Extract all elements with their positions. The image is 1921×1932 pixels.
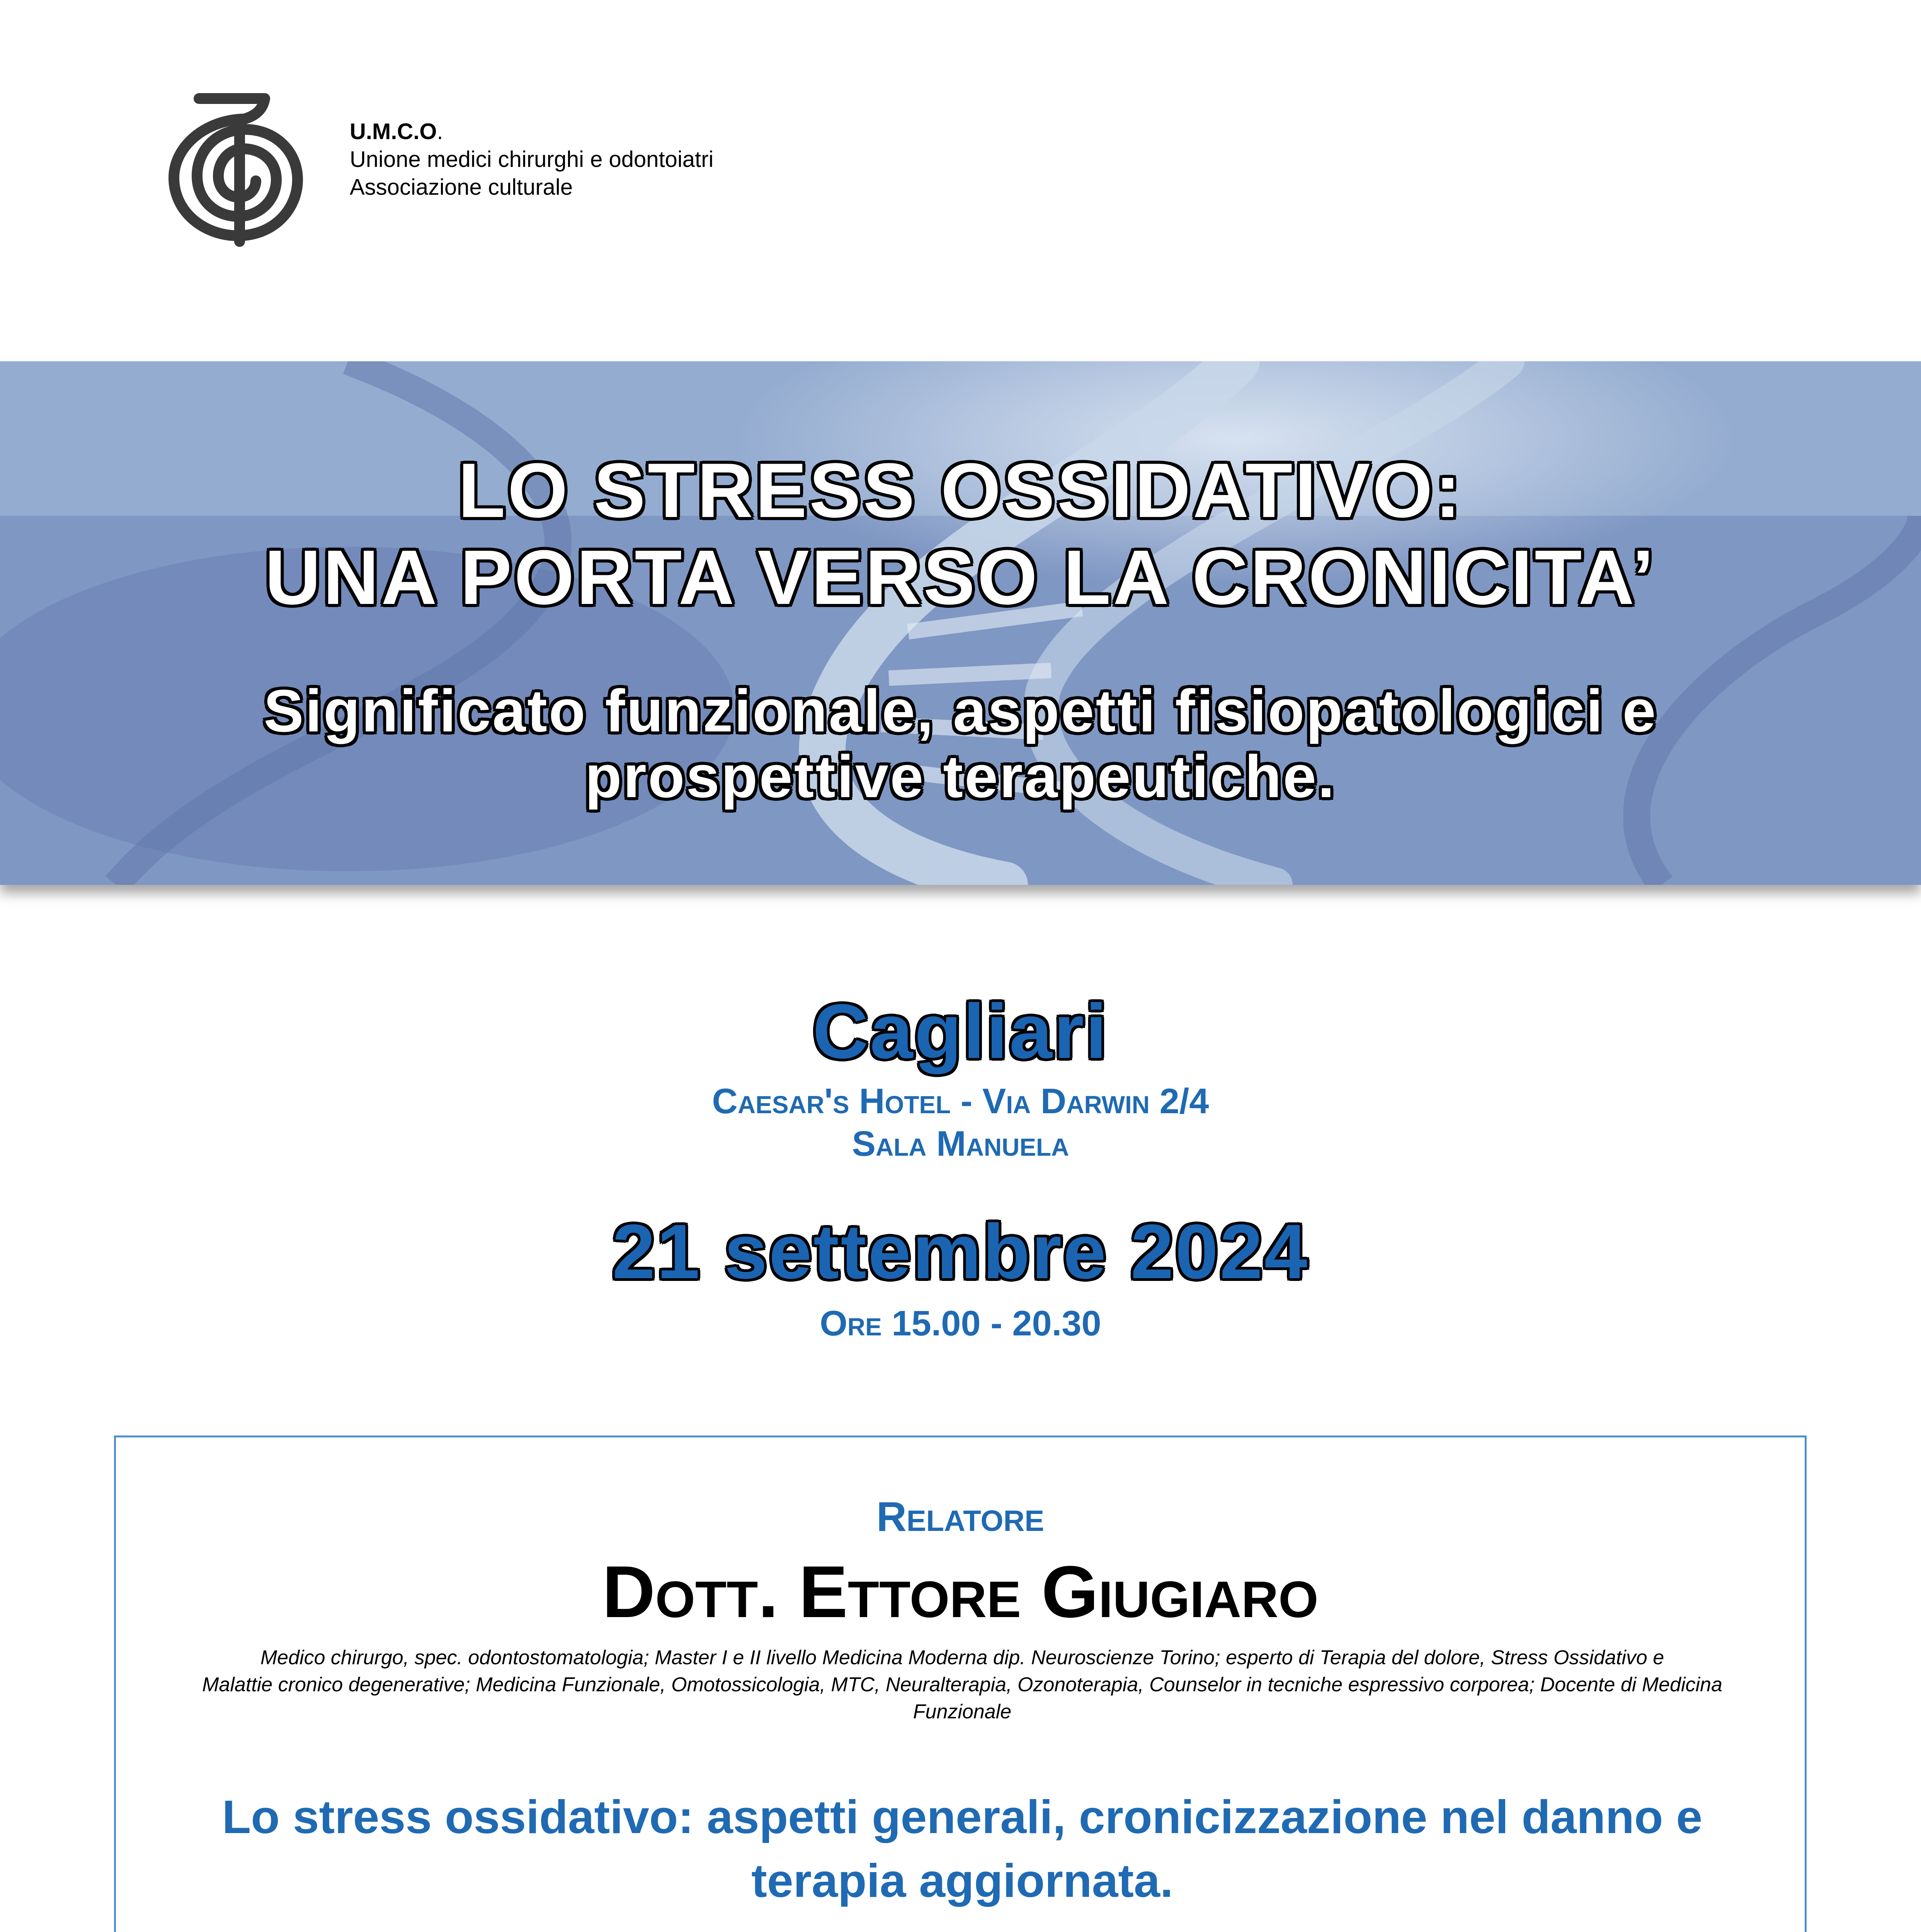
talk-title	[162, 1785, 1762, 1913]
org-full-name: Unione medici chirurghi e odontoiatri	[350, 147, 714, 172]
spiral-logo-icon	[162, 89, 309, 247]
talk-title-line2: terapia aggiornata.	[751, 1854, 1173, 1907]
event-time: Ore 15.00 - 20.30	[820, 1304, 1101, 1343]
main-title-line1: LO STRESS OSSIDATIVO:	[458, 447, 1463, 534]
organization-info	[350, 118, 713, 201]
org-name: U.M.C.O	[350, 119, 437, 144]
speaker-bio-line2: Malattie cronico degenerative; Medicina Funzionale, Omotossicologia, MTC, Neuralterapia, Ozonoterapia, Counselor in tecniche espressivo corporea; Docente di Medicina	[202, 1673, 1722, 1696]
event-venue: Caesar's Hotel - Via Darwin 2/4	[712, 1082, 1209, 1121]
speaker-bio-line1: Medico chirurgo, spec. odontostomatologia; Master I e II livello Medicina Moderna dip. Neuroscienze Torino; esperto di Terapia del dolore, Stress Ossidativo e	[260, 1646, 1664, 1669]
speaker-bio-line3: Funzionale	[913, 1701, 1012, 1723]
org-name-line	[350, 118, 713, 146]
talk-title-line1: Lo stress ossidativo: aspetti generali, cronicizzazione nel danno e	[222, 1791, 1703, 1843]
speaker-name: Dott. Ettore Giugiaro	[602, 1551, 1319, 1633]
event-date: 21 settembre 2024	[612, 1209, 1309, 1295]
main-title-line2: UNA PORTA VERSO LA CRONICITA’	[265, 534, 1656, 621]
event-city: Cagliari	[812, 988, 1109, 1075]
org-type: Associazione culturale	[350, 175, 573, 200]
speaker-label: Relatore	[876, 1493, 1045, 1540]
subtitle-line2: prospettive terapeutiche.	[585, 743, 1336, 810]
speaker-bio	[151, 1644, 1774, 1725]
speaker-box	[114, 1435, 1807, 1932]
subtitle-line1: Significato funzionale, aspetti fisiopatologici e	[264, 677, 1657, 744]
event-room: Sala Manuela	[852, 1124, 1069, 1163]
org-name-suffix: .	[437, 119, 443, 144]
title-banner	[0, 361, 1921, 885]
